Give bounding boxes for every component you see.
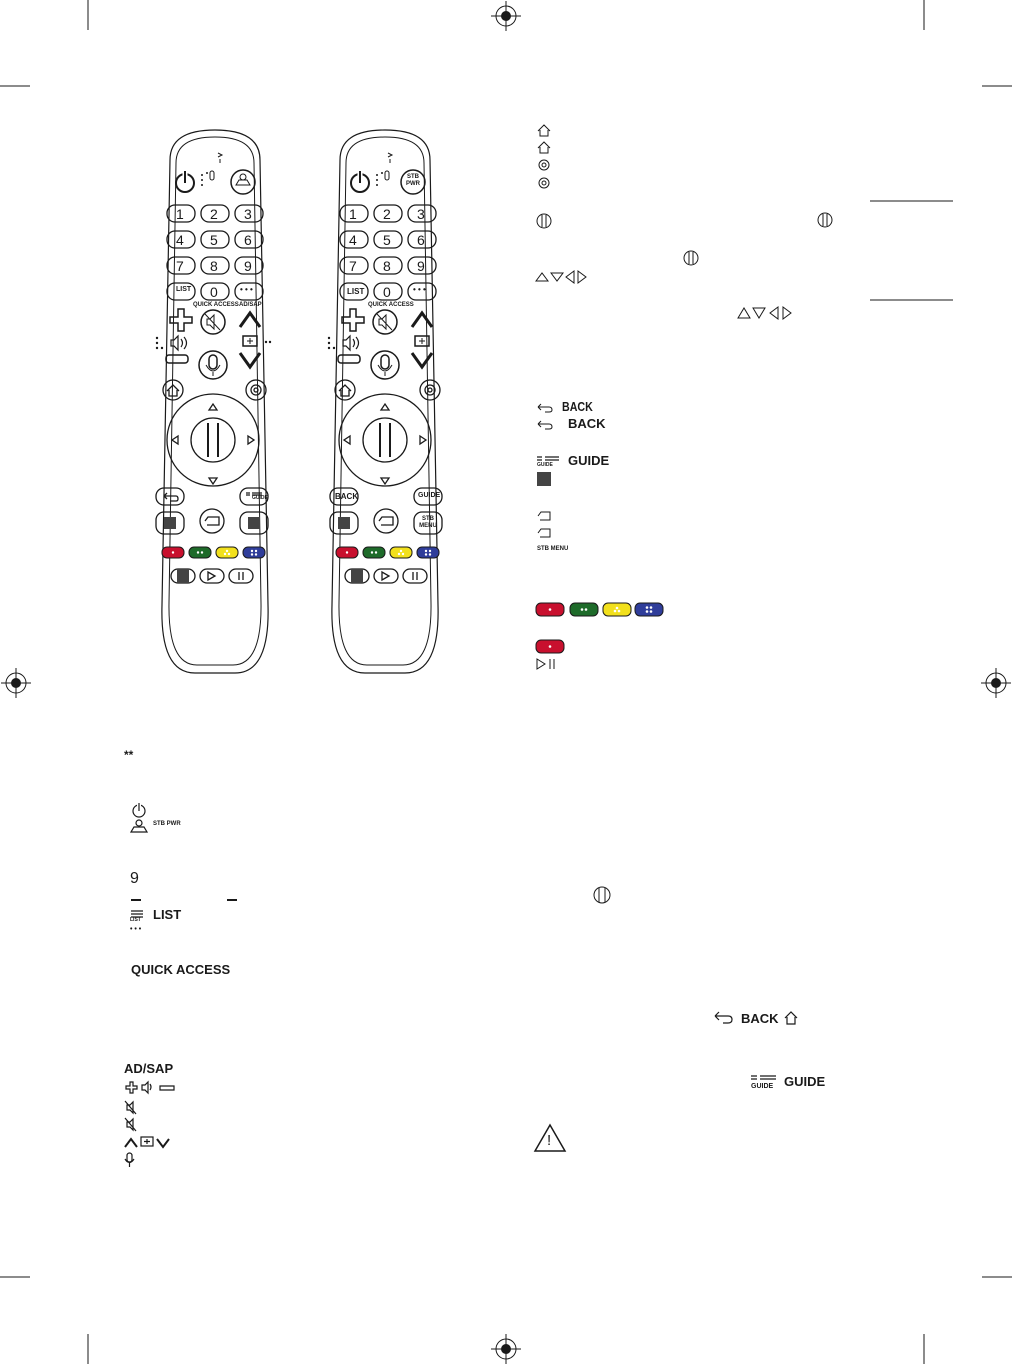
wheel-key[interactable]	[191, 418, 235, 462]
settings-icon	[539, 178, 549, 188]
guide-icon	[537, 457, 559, 460]
stb-menu-key[interactable]: STB MENU	[419, 516, 437, 529]
input-key[interactable]	[200, 509, 224, 533]
blue-key-legend	[635, 603, 663, 616]
quick-access-label-right: QUICK ACCESS	[368, 302, 414, 308]
power-icon	[133, 803, 145, 817]
left-arrow[interactable]	[172, 436, 178, 444]
yellow-key[interactable]	[216, 547, 238, 558]
key-1[interactable]: 1	[176, 206, 184, 222]
digit-sample: 9	[130, 870, 139, 887]
channel-up-key[interactable]	[240, 313, 260, 327]
remote-right-lower	[322, 485, 452, 585]
key-1[interactable]: 1	[349, 206, 357, 222]
wheel-icon-note	[592, 885, 612, 905]
legend-back-1: BACK	[562, 399, 593, 414]
wheel-key[interactable]	[363, 418, 407, 462]
key-6[interactable]: 6	[417, 232, 425, 248]
key-3[interactable]: 3	[417, 206, 425, 222]
arrow-keys-icon-inline	[737, 305, 807, 321]
pause-key[interactable]	[229, 569, 253, 583]
key-2[interactable]: 2	[383, 206, 391, 222]
settop-power-icon[interactable]	[231, 170, 255, 194]
legend-dots: • • •	[130, 926, 142, 933]
settings-icon	[539, 160, 549, 170]
blue-key[interactable]	[243, 547, 265, 558]
guide-key[interactable]: GUIDE	[418, 492, 441, 499]
home-icon	[538, 142, 550, 153]
key-0[interactable]: 0	[210, 284, 218, 300]
power-icon[interactable]	[176, 171, 194, 192]
channel-down-icon	[157, 1139, 169, 1147]
note-mark: **	[124, 748, 134, 762]
remote-right-keypad	[338, 205, 438, 310]
volume-up-icon	[126, 1082, 137, 1093]
input-icon	[205, 517, 219, 525]
volume-icon	[171, 336, 187, 350]
key-9[interactable]: 9	[244, 258, 252, 274]
key-0[interactable]: 0	[383, 284, 391, 300]
arrow-keys-icon	[536, 271, 586, 283]
volume-up-key[interactable]	[170, 309, 192, 331]
stb-pwr-label: STB PWR	[153, 821, 181, 827]
legend-guide: GUIDE	[568, 453, 610, 468]
wheel-icon-inline	[817, 212, 833, 228]
key-4[interactable]: 4	[176, 232, 184, 248]
key-5[interactable]: 5	[210, 232, 218, 248]
svg-text:LIST: LIST	[130, 917, 141, 923]
stb-pwr-key-label: STB PWR	[406, 174, 420, 187]
input-icon	[538, 512, 550, 520]
play-icon	[208, 572, 215, 580]
svg-text:GUIDE: GUIDE	[751, 1083, 774, 1090]
more-dots-key[interactable]: • • •	[413, 285, 426, 294]
guide-icon-note	[750, 1073, 780, 1091]
quick-access-label: QUICK ACCESS	[193, 302, 239, 308]
up-arrow[interactable]	[209, 404, 217, 410]
wheel-icon	[537, 214, 551, 228]
settop-power-icon	[131, 820, 147, 832]
legend-quick-access: QUICK ACCESS	[131, 962, 231, 977]
more-dots-key[interactable]: • • •	[240, 285, 253, 294]
settings-key[interactable]	[246, 380, 266, 400]
key-9[interactable]: 9	[417, 258, 425, 274]
key-3[interactable]: 3	[244, 206, 252, 222]
volume-icon	[142, 1082, 151, 1093]
key-4[interactable]: 4	[349, 232, 357, 248]
power-icon-right[interactable]	[351, 171, 369, 192]
volume-up-key[interactable]	[342, 309, 364, 331]
mute-icon	[205, 314, 220, 330]
pause-icon	[550, 659, 554, 669]
registration-target-bottom	[491, 1334, 521, 1364]
list-key[interactable]: LIST	[176, 286, 192, 293]
home-icon-note	[782, 1009, 800, 1027]
stb-menu-icon: STB MENU	[537, 546, 569, 552]
back-key[interactable]: BACK	[335, 492, 359, 501]
ad-sap-label: AD/SAP	[239, 302, 262, 308]
channel-up-key[interactable]	[412, 313, 432, 327]
back-icon	[538, 404, 552, 412]
back-icon	[538, 421, 552, 429]
mute-icon	[125, 1101, 136, 1114]
nav-ring[interactable]	[167, 394, 259, 486]
list-key[interactable]: LIST	[347, 287, 365, 296]
registration-target-left	[1, 668, 31, 698]
remote-left-keypad	[165, 205, 265, 310]
settings-key[interactable]	[420, 380, 440, 400]
channel-down-key[interactable]	[412, 353, 432, 367]
key-2[interactable]: 2	[210, 206, 218, 222]
key-6[interactable]: 6	[244, 232, 252, 248]
home-icon	[167, 385, 179, 396]
legend-ad-sap: AD/SAP	[124, 1061, 174, 1076]
remote-right-middle	[322, 305, 452, 505]
remote-left-lower	[150, 485, 280, 585]
registration-target-top	[491, 1, 521, 31]
green-key-legend	[570, 603, 598, 616]
key-8[interactable]: 8	[210, 258, 218, 274]
back-icon	[164, 493, 178, 501]
back-icon-note	[712, 1010, 736, 1026]
mic-icon	[209, 355, 217, 369]
down-arrow[interactable]	[209, 478, 217, 484]
channel-down-key[interactable]	[240, 353, 260, 367]
registration-target-right	[981, 668, 1011, 698]
key-5[interactable]: 5	[383, 232, 391, 248]
nav-ring[interactable]	[339, 394, 431, 486]
key-7[interactable]: 7	[176, 258, 184, 274]
pause-icon	[239, 572, 243, 580]
yellow-key-legend	[603, 603, 631, 616]
channel-up-icon	[125, 1139, 137, 1147]
home-key[interactable]	[163, 380, 183, 400]
play-icon	[537, 659, 545, 669]
guide-key-label: GUIDE	[252, 495, 268, 501]
legend-left-icons	[122, 800, 182, 1220]
dash-key-mark	[227, 899, 237, 901]
input-icon	[538, 529, 550, 537]
note-back-label: BACK	[741, 1011, 779, 1026]
home-key[interactable]	[335, 380, 355, 400]
note-guide-label: GUIDE	[784, 1074, 826, 1089]
key-7[interactable]: 7	[349, 258, 357, 274]
mute-icon	[125, 1118, 136, 1131]
legend-back-2: BACK	[568, 416, 606, 431]
right-arrow[interactable]	[248, 436, 254, 444]
volume-down-icon	[160, 1086, 174, 1090]
play-key[interactable]	[200, 569, 224, 583]
wheel-icon-inline-2	[683, 250, 699, 266]
remote-left-middle	[150, 305, 280, 505]
guide-icon-text: GUIDE	[537, 462, 553, 468]
home-icon	[538, 125, 550, 136]
mic-icon	[127, 1153, 132, 1162]
legend-list: LIST	[153, 907, 182, 922]
settings-icon	[251, 385, 261, 395]
warning-icon-glyph: !	[547, 1132, 552, 1149]
key-8[interactable]: 8	[383, 258, 391, 274]
green-key[interactable]	[189, 547, 211, 558]
